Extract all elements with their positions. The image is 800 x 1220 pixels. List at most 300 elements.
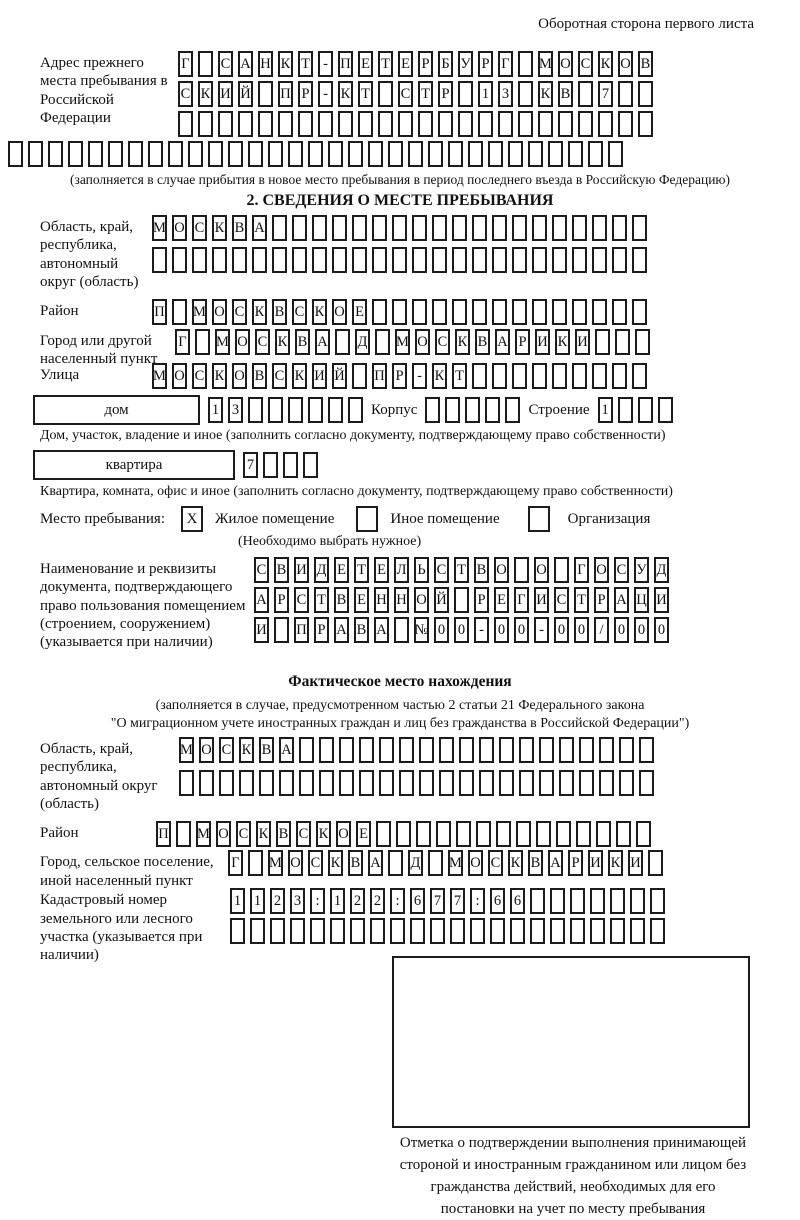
char-box: [619, 770, 634, 796]
char-box: В: [259, 737, 274, 763]
char-box: [612, 363, 627, 389]
char-box: [252, 247, 267, 273]
char-box: [248, 141, 263, 167]
s2-rayon-row: [152, 299, 647, 325]
char-box: Т: [452, 363, 467, 389]
char-box: [268, 397, 283, 423]
s2-dom-note: Дом, участок, владение и иное (заполнить согласно документу, подтверждающему право собственности): [40, 428, 666, 444]
char-box: [556, 821, 571, 847]
char-box: [274, 617, 289, 643]
char-box: 3: [228, 397, 243, 423]
char-box: С: [296, 821, 311, 847]
char-box: Т: [358, 81, 373, 107]
char-box: О: [534, 557, 549, 583]
char-box: О: [414, 587, 429, 613]
char-box: [372, 215, 387, 241]
prev-address-row-2: [178, 81, 653, 107]
char-box: [392, 215, 407, 241]
char-box: [590, 888, 605, 914]
char-box: К: [598, 51, 613, 77]
char-box: М: [152, 363, 167, 389]
char-box: О: [468, 850, 483, 876]
char-box: [319, 770, 334, 796]
char-box: [512, 247, 527, 273]
char-box: Е: [494, 587, 509, 613]
char-box: [499, 737, 514, 763]
char-box: [172, 299, 187, 325]
char-box: [639, 737, 654, 763]
char-box: [303, 452, 318, 478]
s2-gorod-label: Город или другой населенный пункт: [40, 333, 158, 368]
char-box: Ь: [414, 557, 429, 583]
char-box: [514, 557, 529, 583]
char-box: Р: [392, 363, 407, 389]
char-box: [450, 918, 465, 944]
char-box: [478, 111, 493, 137]
char-box: [608, 141, 623, 167]
char-box: М: [395, 329, 410, 355]
char-box: Т: [454, 557, 469, 583]
char-box: [632, 299, 647, 325]
char-box: [379, 737, 394, 763]
char-box: [576, 821, 591, 847]
char-box: [519, 737, 534, 763]
char-box: [650, 888, 665, 914]
char-box: [650, 918, 665, 944]
char-box: -: [474, 617, 489, 643]
char-box: [68, 141, 83, 167]
s2-stroenie-label: Строение: [528, 401, 590, 418]
char-box: В: [638, 51, 653, 77]
fact-rayon-row: [156, 821, 651, 847]
char-box: К: [608, 850, 623, 876]
char-box: [412, 215, 427, 241]
char-box: И: [654, 587, 669, 613]
char-box: [359, 737, 374, 763]
char-box: [375, 329, 390, 355]
fact-kadastr-block: [40, 888, 800, 964]
s2-rayon-block: [40, 299, 800, 325]
char-box: Р: [568, 850, 583, 876]
char-box: [612, 247, 627, 273]
char-box: О: [232, 363, 247, 389]
char-box: [470, 918, 485, 944]
s2-kvartira-type-box: квартира: [33, 450, 235, 480]
char-box: С: [488, 850, 503, 876]
char-box: [632, 215, 647, 241]
char-box: В: [354, 617, 369, 643]
fact-gorod-row: [228, 850, 663, 876]
char-box: [268, 141, 283, 167]
char-box: Г: [514, 587, 529, 613]
char-box: [418, 111, 433, 137]
char-box: Н: [258, 51, 273, 77]
char-box: [530, 888, 545, 914]
char-box: 0: [434, 617, 449, 643]
char-box: [278, 111, 293, 137]
char-box: [436, 821, 451, 847]
char-box: У: [634, 557, 649, 583]
fact-oblast-row-1: [179, 737, 654, 763]
s2-dom-type-box: дом: [33, 395, 200, 425]
char-box: С: [218, 51, 233, 77]
char-box: [579, 770, 594, 796]
char-box: 1: [330, 888, 345, 914]
char-box: И: [628, 850, 643, 876]
char-box: Г: [498, 51, 513, 77]
char-box: А: [614, 587, 629, 613]
char-box: 0: [494, 617, 509, 643]
char-box: К: [212, 215, 227, 241]
char-box: [198, 51, 213, 77]
char-box: [392, 299, 407, 325]
char-box: И: [254, 617, 269, 643]
char-box: О: [415, 329, 430, 355]
char-box: О: [212, 299, 227, 325]
char-box: [199, 770, 214, 796]
fact-kadastr-rows: [230, 888, 665, 944]
char-box: [472, 247, 487, 273]
char-box: [176, 821, 191, 847]
char-box: 2: [370, 888, 385, 914]
char-box: [499, 770, 514, 796]
char-box: [178, 111, 193, 137]
char-box: О: [618, 51, 633, 77]
char-box: [472, 299, 487, 325]
char-box: [28, 141, 43, 167]
s2-mesto-checkbox-inoe: [356, 506, 378, 532]
char-box: [419, 770, 434, 796]
char-box: -: [318, 51, 333, 77]
char-box: М: [215, 329, 230, 355]
char-box: С: [232, 299, 247, 325]
char-box: [492, 247, 507, 273]
char-box: [192, 247, 207, 273]
char-box: И: [218, 81, 233, 107]
char-box: [152, 247, 167, 273]
prev-address-row-3: [178, 111, 653, 137]
char-box: 0: [654, 617, 669, 643]
char-box: [298, 111, 313, 137]
char-box: [419, 737, 434, 763]
char-box: С: [292, 299, 307, 325]
char-box: Б: [438, 51, 453, 77]
char-box: 3: [498, 81, 513, 107]
char-box: Д: [408, 850, 423, 876]
char-box: П: [294, 617, 309, 643]
char-box: [588, 141, 603, 167]
char-box: [458, 81, 473, 107]
char-box: 7: [598, 81, 613, 107]
char-box: [398, 111, 413, 137]
char-box: [492, 299, 507, 325]
char-box: Р: [298, 81, 313, 107]
s2-document-row-1: [254, 557, 669, 583]
char-box: [559, 737, 574, 763]
char-box: С: [255, 329, 270, 355]
char-box: [195, 329, 210, 355]
char-box: А: [495, 329, 510, 355]
char-box: [519, 770, 534, 796]
char-box: [492, 215, 507, 241]
char-box: [578, 81, 593, 107]
s2-document-row-3: [254, 617, 669, 643]
s2-ulitsa-block: [40, 363, 800, 389]
char-box: [512, 299, 527, 325]
char-box: [368, 141, 383, 167]
char-box: [552, 363, 567, 389]
char-box: 1: [230, 888, 245, 914]
char-box: Е: [374, 557, 389, 583]
char-box: М: [152, 215, 167, 241]
s2-gorod-block: [40, 329, 800, 368]
char-box: [458, 111, 473, 137]
char-box: [259, 770, 274, 796]
char-box: С: [294, 587, 309, 613]
char-box: [452, 247, 467, 273]
char-box: [348, 141, 363, 167]
s2-ulitsa-row: [152, 363, 647, 389]
char-box: [510, 918, 525, 944]
char-box: А: [315, 329, 330, 355]
prev-address-rows: [178, 51, 653, 137]
char-box: [388, 850, 403, 876]
char-box: 0: [574, 617, 589, 643]
char-box: [319, 737, 334, 763]
section2-title: 2. СВЕДЕНИЯ О МЕСТЕ ПРЕБЫВАНИЯ: [246, 192, 554, 209]
char-box: [590, 918, 605, 944]
char-box: [416, 821, 431, 847]
char-box: [559, 770, 574, 796]
char-box: [288, 141, 303, 167]
char-box: С: [614, 557, 629, 583]
char-box: [390, 918, 405, 944]
char-box: Р: [474, 587, 489, 613]
char-box: [485, 397, 500, 423]
char-box: 0: [454, 617, 469, 643]
char-box: [639, 770, 654, 796]
char-box: [425, 397, 440, 423]
char-box: С: [272, 363, 287, 389]
char-box: [394, 617, 409, 643]
char-box: С: [554, 587, 569, 613]
char-box: А: [254, 587, 269, 613]
char-box: [612, 215, 627, 241]
s2-korpus-cells: [425, 397, 520, 423]
char-box: [599, 770, 614, 796]
char-box: [350, 918, 365, 944]
char-box: Г: [175, 329, 190, 355]
fact-title: Фактическое место нахождения: [288, 673, 512, 691]
char-box: [508, 141, 523, 167]
char-box: [448, 141, 463, 167]
char-box: 6: [490, 888, 505, 914]
char-box: И: [535, 329, 550, 355]
char-box: [328, 141, 343, 167]
char-box: №: [414, 617, 429, 643]
char-box: Г: [178, 51, 193, 77]
char-box: [258, 81, 273, 107]
char-box: [430, 918, 445, 944]
char-box: [548, 141, 563, 167]
char-box: А: [334, 617, 349, 643]
char-box: К: [338, 81, 353, 107]
char-box: [472, 363, 487, 389]
char-box: 1: [208, 397, 223, 423]
char-box: [618, 81, 633, 107]
char-box: [339, 770, 354, 796]
char-box: [468, 141, 483, 167]
char-box: Е: [352, 299, 367, 325]
char-box: [352, 215, 367, 241]
char-box: [179, 770, 194, 796]
char-box: [299, 737, 314, 763]
char-box: [230, 918, 245, 944]
char-box: Р: [594, 587, 609, 613]
char-box: [492, 363, 507, 389]
char-box: [618, 111, 633, 137]
prev-address-note: (заполняется в случае прибытия в новое место пребывания в период последнего въезда в Российскую Федерацию): [69, 172, 731, 187]
char-box: Н: [394, 587, 409, 613]
char-box: К: [538, 81, 553, 107]
s2-oblast-row-1: [152, 215, 647, 241]
char-box: Й: [238, 81, 253, 107]
char-box: [592, 363, 607, 389]
char-box: 0: [614, 617, 629, 643]
s2-dom-row: [33, 395, 800, 425]
fact-kadastr-label: Кадастровый номер земельного или лесного участка (указывается при наличии): [40, 892, 203, 964]
s2-document-row-2: [254, 587, 669, 613]
char-box: В: [274, 557, 289, 583]
char-box: 0: [514, 617, 529, 643]
s2-mesto-option-org-label: Организация: [567, 510, 651, 527]
char-box: О: [494, 557, 509, 583]
char-box: Т: [298, 51, 313, 77]
char-box: [648, 850, 663, 876]
char-box: [432, 247, 447, 273]
char-box: В: [474, 557, 489, 583]
char-box: [638, 81, 653, 107]
char-box: [598, 111, 613, 137]
char-box: И: [294, 557, 309, 583]
char-box: [479, 737, 494, 763]
char-box: Р: [478, 51, 493, 77]
char-box: [550, 888, 565, 914]
char-box: [370, 918, 385, 944]
char-box: [348, 397, 363, 423]
char-box: [330, 918, 345, 944]
char-box: 0: [554, 617, 569, 643]
char-box: [539, 770, 554, 796]
char-box: [312, 215, 327, 241]
char-box: [335, 329, 350, 355]
char-box: [558, 111, 573, 137]
char-box: [630, 918, 645, 944]
char-box: [428, 141, 443, 167]
char-box: П: [156, 821, 171, 847]
char-box: О: [216, 821, 231, 847]
s2-oblast-row-2: [152, 247, 647, 273]
char-box: П: [372, 363, 387, 389]
s2-mesto-checkbox-zhiloe: X: [181, 506, 203, 532]
char-box: [388, 141, 403, 167]
s2-dom-cells: [208, 397, 363, 423]
stamp-box: [392, 956, 750, 1128]
char-box: Р: [274, 587, 289, 613]
char-box: М: [538, 51, 553, 77]
fact-gorod-block: [40, 850, 800, 889]
fact-rayon-block: [40, 821, 800, 847]
char-box: П: [338, 51, 353, 77]
char-box: -: [318, 81, 333, 107]
char-box: [328, 397, 343, 423]
char-box: [372, 247, 387, 273]
char-box: [299, 770, 314, 796]
char-box: [459, 737, 474, 763]
s2-document-label: Наименование и реквизиты документа, подтверждающего право пользования помещением (строением, сооружением) (указывается при наличии): [40, 561, 246, 651]
char-box: [272, 215, 287, 241]
fact-kadastr-row-1: [230, 888, 665, 914]
char-box: [248, 850, 263, 876]
char-box: [412, 299, 427, 325]
char-box: Е: [356, 821, 371, 847]
char-box: [379, 770, 394, 796]
s2-mesto-label: Место пребывания:: [40, 510, 165, 527]
char-box: [516, 821, 531, 847]
char-box: [238, 111, 253, 137]
char-box: П: [152, 299, 167, 325]
s2-gorod-row: [175, 329, 650, 355]
char-box: В: [276, 821, 291, 847]
char-box: [270, 918, 285, 944]
char-box: В: [558, 81, 573, 107]
s2-oblast-block: [40, 215, 800, 291]
char-box: Р: [438, 81, 453, 107]
char-box: К: [239, 737, 254, 763]
char-box: И: [312, 363, 327, 389]
char-box: [578, 111, 593, 137]
char-box: О: [594, 557, 609, 583]
char-box: О: [288, 850, 303, 876]
char-box: Д: [314, 557, 329, 583]
char-box: К: [256, 821, 271, 847]
char-box: [399, 737, 414, 763]
s2-mesto-option-zhiloe-label: Жилое помещение: [215, 510, 335, 527]
char-box: [539, 737, 554, 763]
char-box: 0: [634, 617, 649, 643]
char-box: [212, 247, 227, 273]
char-box: [438, 111, 453, 137]
char-box: [532, 363, 547, 389]
char-box: [412, 247, 427, 273]
char-box: [428, 850, 443, 876]
s2-kvartira-note: Квартира, комната, офис и иное (заполнить согласно документу, подтверждающему право собственности): [40, 484, 673, 500]
char-box: М: [192, 299, 207, 325]
char-box: М: [268, 850, 283, 876]
char-box: [612, 299, 627, 325]
s2-mesto-note: (Необходимо выбрать нужное): [238, 534, 422, 550]
char-box: С: [178, 81, 193, 107]
char-box: Р: [515, 329, 530, 355]
s2-mesto-option-inoe-label: Иное помещение: [390, 510, 500, 527]
char-box: [292, 247, 307, 273]
char-box: [552, 215, 567, 241]
char-box: М: [448, 850, 463, 876]
char-box: [108, 141, 123, 167]
char-box: [459, 770, 474, 796]
char-box: [496, 821, 511, 847]
char-box: [198, 111, 213, 137]
